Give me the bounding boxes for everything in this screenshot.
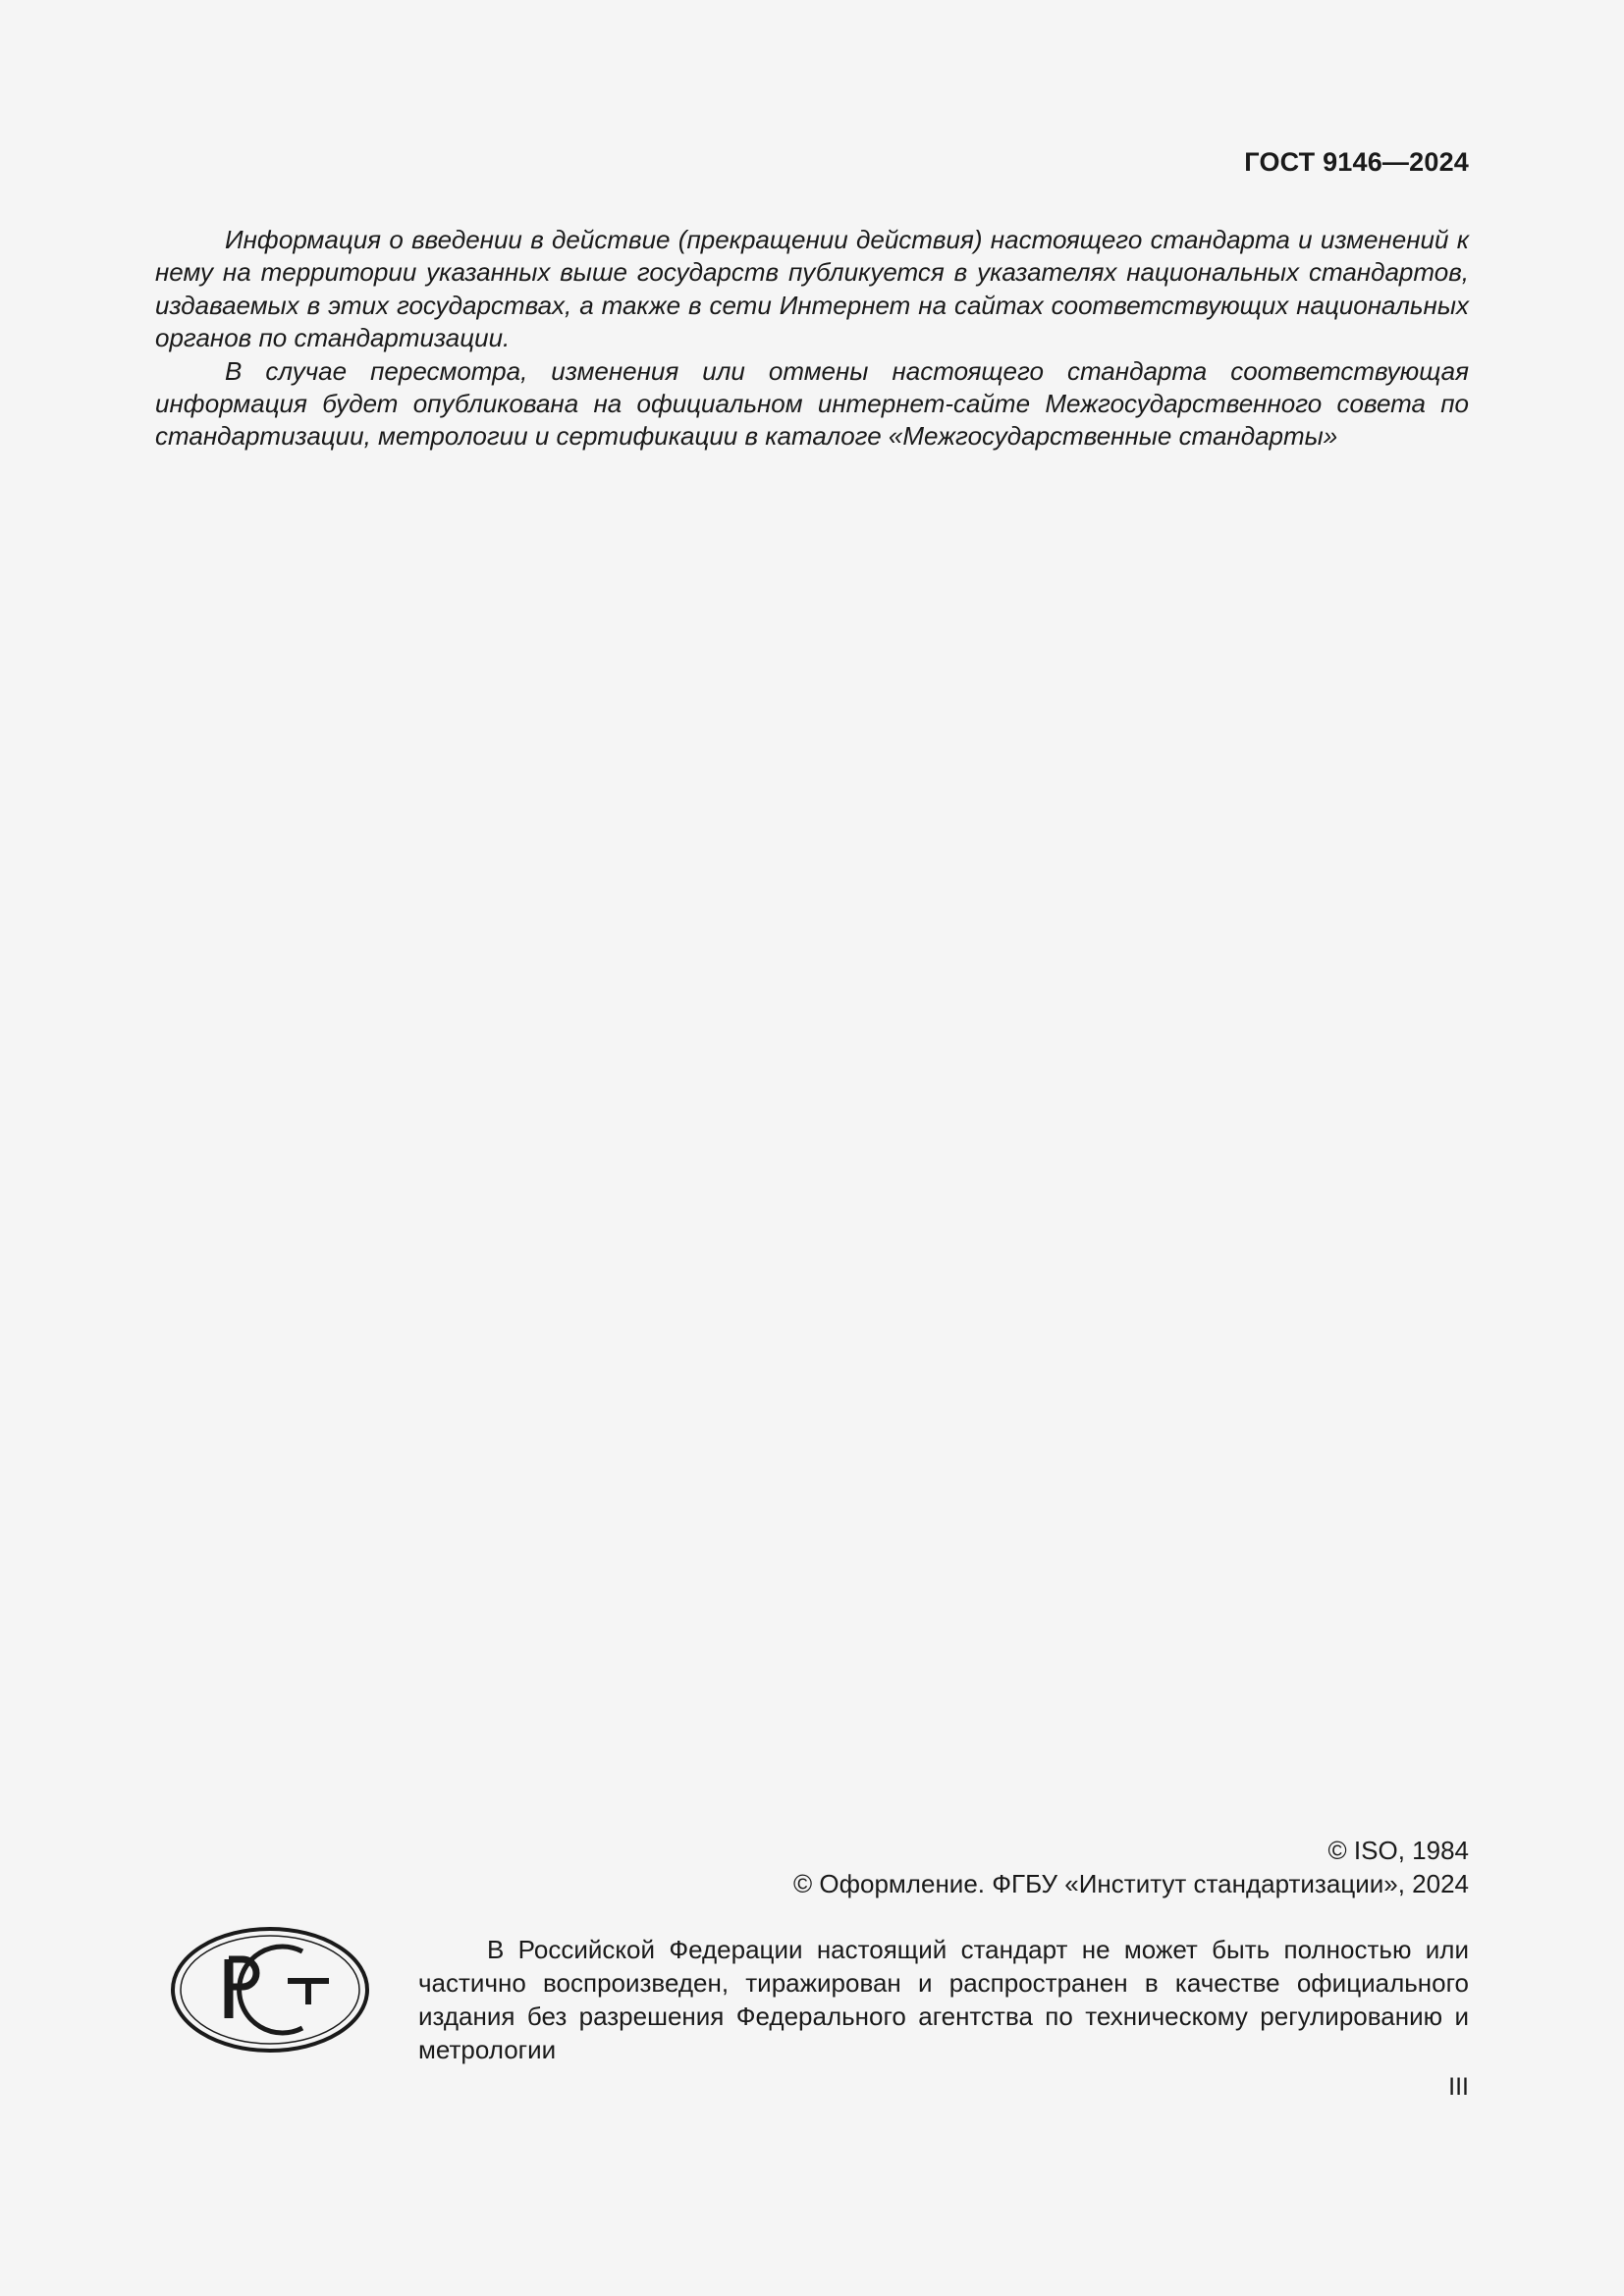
document-header <box>1244 147 1469 178</box>
page-number: III <box>1448 2073 1469 2101</box>
copyright-iso: © ISO, 1984 <box>1327 1836 1469 1865</box>
document-body <box>155 224 1469 454</box>
standard-id: ГОСТ 9146—2024 <box>1244 147 1469 177</box>
reproduction-notice: В Российской Федерации настоящий стандарт не может быть полностью или частично воспроизведен, тиражирован и распространен в качестве официального издания без разрешения Федерального агентства по техническому регулированию и метрологии <box>418 1935 1469 2064</box>
pct-certification-logo-icon <box>170 1926 370 2054</box>
copyright-block <box>793 1834 1469 1900</box>
body-paragraph-revision-info: В случае пересмотра, изменения или отмены настоящего стандарта соответствующая информация будет опубликована на официальном интернет-сайте Межгосударственного совета по стандартизации, метрологии и сертификации в каталоге «Межгосударственные стандарты» <box>155 355 1469 452</box>
body-paragraph-publication-info: Информация о введении в действие (прекращении действия) настоящего стандарта и изменений к нему на территории указанных выше государств публикуется в указателях национальных стандартов, издаваемых в этих государствах, а также в сети Интернет на сайтах соответствующих национальных органов по стандартизации. <box>155 225 1469 353</box>
copyright-design: © Оформление. ФГБУ «Институт стандартизации», 2024 <box>793 1869 1469 1898</box>
